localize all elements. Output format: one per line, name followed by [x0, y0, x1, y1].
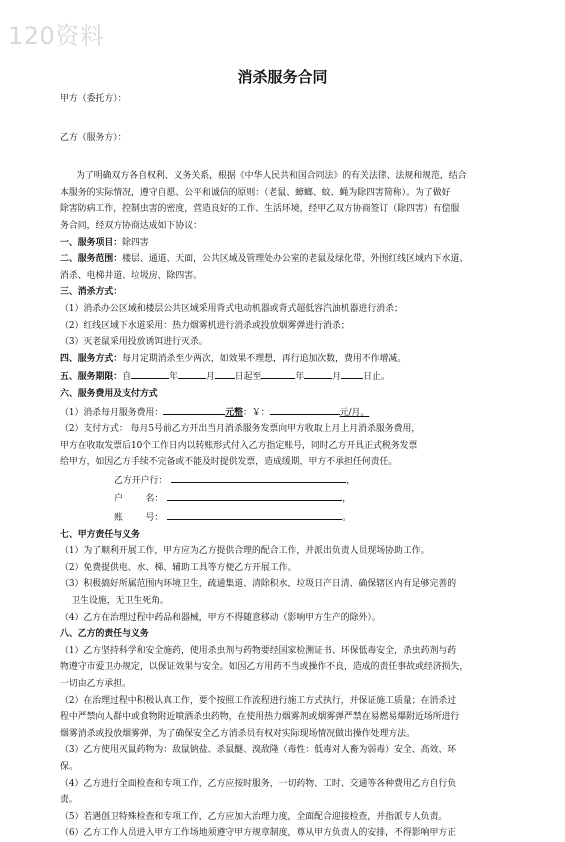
section-7-line: （4）乙方在治理过程中药品和器械，甲方不得随意移动（影响甲方生产的除外）。	[60, 612, 381, 623]
contract-body	[60, 91, 520, 842]
intro-line: 本服务的实际情况，遵守自愿、公平和诚信的原则：（老鼠、蟑螂、蚊、蝇为除四害简称）。为了做好	[60, 187, 451, 198]
section-7-heading: 七、甲方责任与义务	[60, 529, 140, 540]
section-8-heading: 八、乙方的责任与义务	[60, 629, 149, 640]
section-7-line: （2）免费提供电、水、梯、辅助工具等方便乙方开展工作。	[60, 562, 297, 573]
account-number-blank[interactable]	[167, 508, 342, 520]
fee-words-blank[interactable]	[163, 403, 225, 415]
intro-line: 为了明确双方各自权利、义务关系，根据《中华人民共和国合同法》的有关法律、法规和规范，结合	[76, 171, 467, 182]
payment-line: 给甲方，如因乙方手续不完备或不能及时提供发票，造成缓期，甲方不承担任何责任。	[60, 457, 398, 468]
section-2-label: 二、服务范围：	[60, 254, 123, 265]
section-3-heading: 三、消杀方式：	[60, 287, 123, 298]
account-name-blank[interactable]	[167, 489, 342, 501]
fee-unit: 元整	[225, 407, 244, 418]
section-1	[60, 235, 520, 252]
bank-punct: ，	[342, 494, 352, 505]
section-8-line: （2）在治理过程中积极认真工作，要个按照工作流程进行施工方式执行，并保证施工质量；在消杀过	[60, 695, 457, 706]
section-8-line: 物遵守市爱卫办规定，以保证效果与安全。如因乙方用药不当或操作不良，造成的责任事故或经济损失，	[60, 662, 469, 673]
bank-punct: ，	[346, 475, 356, 486]
bank-punct: 。	[342, 513, 352, 524]
bank-line	[60, 471, 520, 490]
section-4-label: 四、服务方式：	[60, 353, 123, 364]
payment-line: 甲方在收取发票后10个工作日内以转账形式付入乙方指定账号，同时乙方开具正式税务发票	[60, 440, 418, 451]
section-8-line: 保。	[60, 761, 78, 772]
section-8-line: 一切由乙方承担。	[60, 679, 131, 689]
fee-label: （1）消杀每月服务费用：	[60, 407, 164, 418]
date-text: 月	[205, 372, 215, 383]
intro-line: 务合同，经双方协商达成如下协议：	[60, 220, 202, 231]
bank-label: 乙方开户行：	[114, 475, 168, 486]
date-text: 日起至	[234, 372, 262, 383]
payment-line: （2）支付方式： 每月5号前乙方开出当月消杀服务发票向甲方收取上月上月消杀服务费用，	[60, 424, 421, 435]
section-7-line: （3）积极搞好所属范围内环境卫生，疏通集道、清除积水，垃圾日产日清、确保辖区内有足够完善的	[60, 579, 457, 590]
section-2-cont: 消杀、电梯井道、垃圾房、除四害。	[60, 270, 202, 281]
section-3-item: （3）灭老鼠采用投放诱饵进行灭杀。	[60, 337, 208, 348]
section-1-label: 一、服务项目：	[60, 237, 123, 248]
section-8-line: （4）乙方进行全面检查和专项工作，乙方应按时服务，一切药物、工时、交通等各种费用乙方自行负	[60, 778, 457, 789]
end-year-blank[interactable]	[261, 367, 295, 379]
section-3-item: （2）红线区域下水道采用：热力烟雾机进行消杀或投放烟雾弹进行消杀；	[60, 320, 350, 331]
section-1-text: 除四害	[122, 237, 149, 248]
section-5-label: 五、服务期限：	[60, 372, 123, 383]
start-day-blank[interactable]	[215, 367, 235, 379]
section-3-item: （1）消杀办公区域和楼层公共区域采用背式电动机器或背式超低容汽油机器进行消杀；	[60, 303, 403, 314]
fee-per-month: 元/月。	[339, 407, 370, 418]
account-number-line	[60, 508, 520, 527]
date-text: 年	[169, 372, 178, 383]
section-7-line: 卫生设施，无卫生死角。	[60, 596, 169, 607]
date-text: 月	[332, 372, 342, 383]
section-7-line: （1）为了顺利开展工作，甲方应为乙方提供合理的配合工作，并派出负责人员现场协助工作。	[60, 546, 430, 557]
party-a-line: 甲方（委托方）：	[60, 94, 127, 104]
date-text: 年	[295, 372, 305, 383]
fee-currency: ：￥：	[243, 407, 270, 418]
section-8-line: （3）乙方使用灭鼠药物为：敌鼠钠盐、杀鼠醚、溴敌隆（毒性：低毒对人畜为弱毒）安全、高效、环	[60, 745, 457, 756]
fee-amount-blank[interactable]	[270, 403, 340, 415]
date-text: 自	[122, 372, 131, 383]
section-8-line: （6）乙方工作人员进入甲方工作场地须遵守甲方规章制度，尊从甲方负责人的安排，不得影响甲方正	[60, 828, 457, 839]
document-title: 消杀服务合同	[237, 68, 328, 86]
section-2	[60, 251, 520, 268]
section-8-line: 责。	[60, 795, 78, 806]
date-text: 日止。	[363, 372, 390, 383]
start-month-blank[interactable]	[178, 367, 206, 379]
section-8-line: 烟雾消杀或投放烟雾弹，为了确保安全乙方消杀员有权对实际现场情况做出操作处理方法。	[60, 728, 415, 739]
section-8-line: 程中严禁向人群中或食物附近喷洒杀虫药物，在使用热力烟雾剂或烟雾弹严禁在易燃易爆附近场所进行	[60, 712, 460, 723]
section-4-text: 每月定期消杀至少两次，如效果不理想，再行追加次数，费用不作增减。	[122, 353, 407, 364]
section-8-line: （5）若遇创卫特殊检查和专项工作，乙方应加大治理力度，全面配合迎接检查，并指派专人负责。	[60, 811, 448, 822]
fee-line	[60, 403, 520, 422]
section-8-line: （1）乙方坚持科学和安全施药，使用杀虫剂与药物要经国家检测证书、环保低毒安全，杀虫药剂与药	[60, 645, 457, 656]
section-4	[60, 351, 520, 368]
intro-line: 除害防病工作，控制虫害的密度，营造良好的工作、生活环境，经甲乙双方协商签订（除四害）有偿服	[60, 204, 460, 215]
section-6-heading: 六、服务费用及支付方式	[60, 388, 158, 399]
party-b-line: 乙方（服务方）：	[60, 132, 127, 143]
bank-name-blank[interactable]	[171, 471, 346, 483]
section-2-text: 楼层、通道、天面，公共区域及管理处办公室的老鼠及绿化带，外围红线区域内下水道、	[122, 254, 469, 265]
watermark: 120资料	[8, 22, 105, 50]
account-number-label: 账 号：	[114, 513, 164, 524]
end-day-blank[interactable]	[341, 367, 363, 379]
section-5	[60, 367, 520, 386]
account-name-label: 户 名：	[114, 494, 164, 505]
start-year-blank[interactable]	[131, 367, 169, 379]
account-name-line	[60, 489, 520, 508]
end-month-blank[interactable]	[304, 367, 332, 379]
